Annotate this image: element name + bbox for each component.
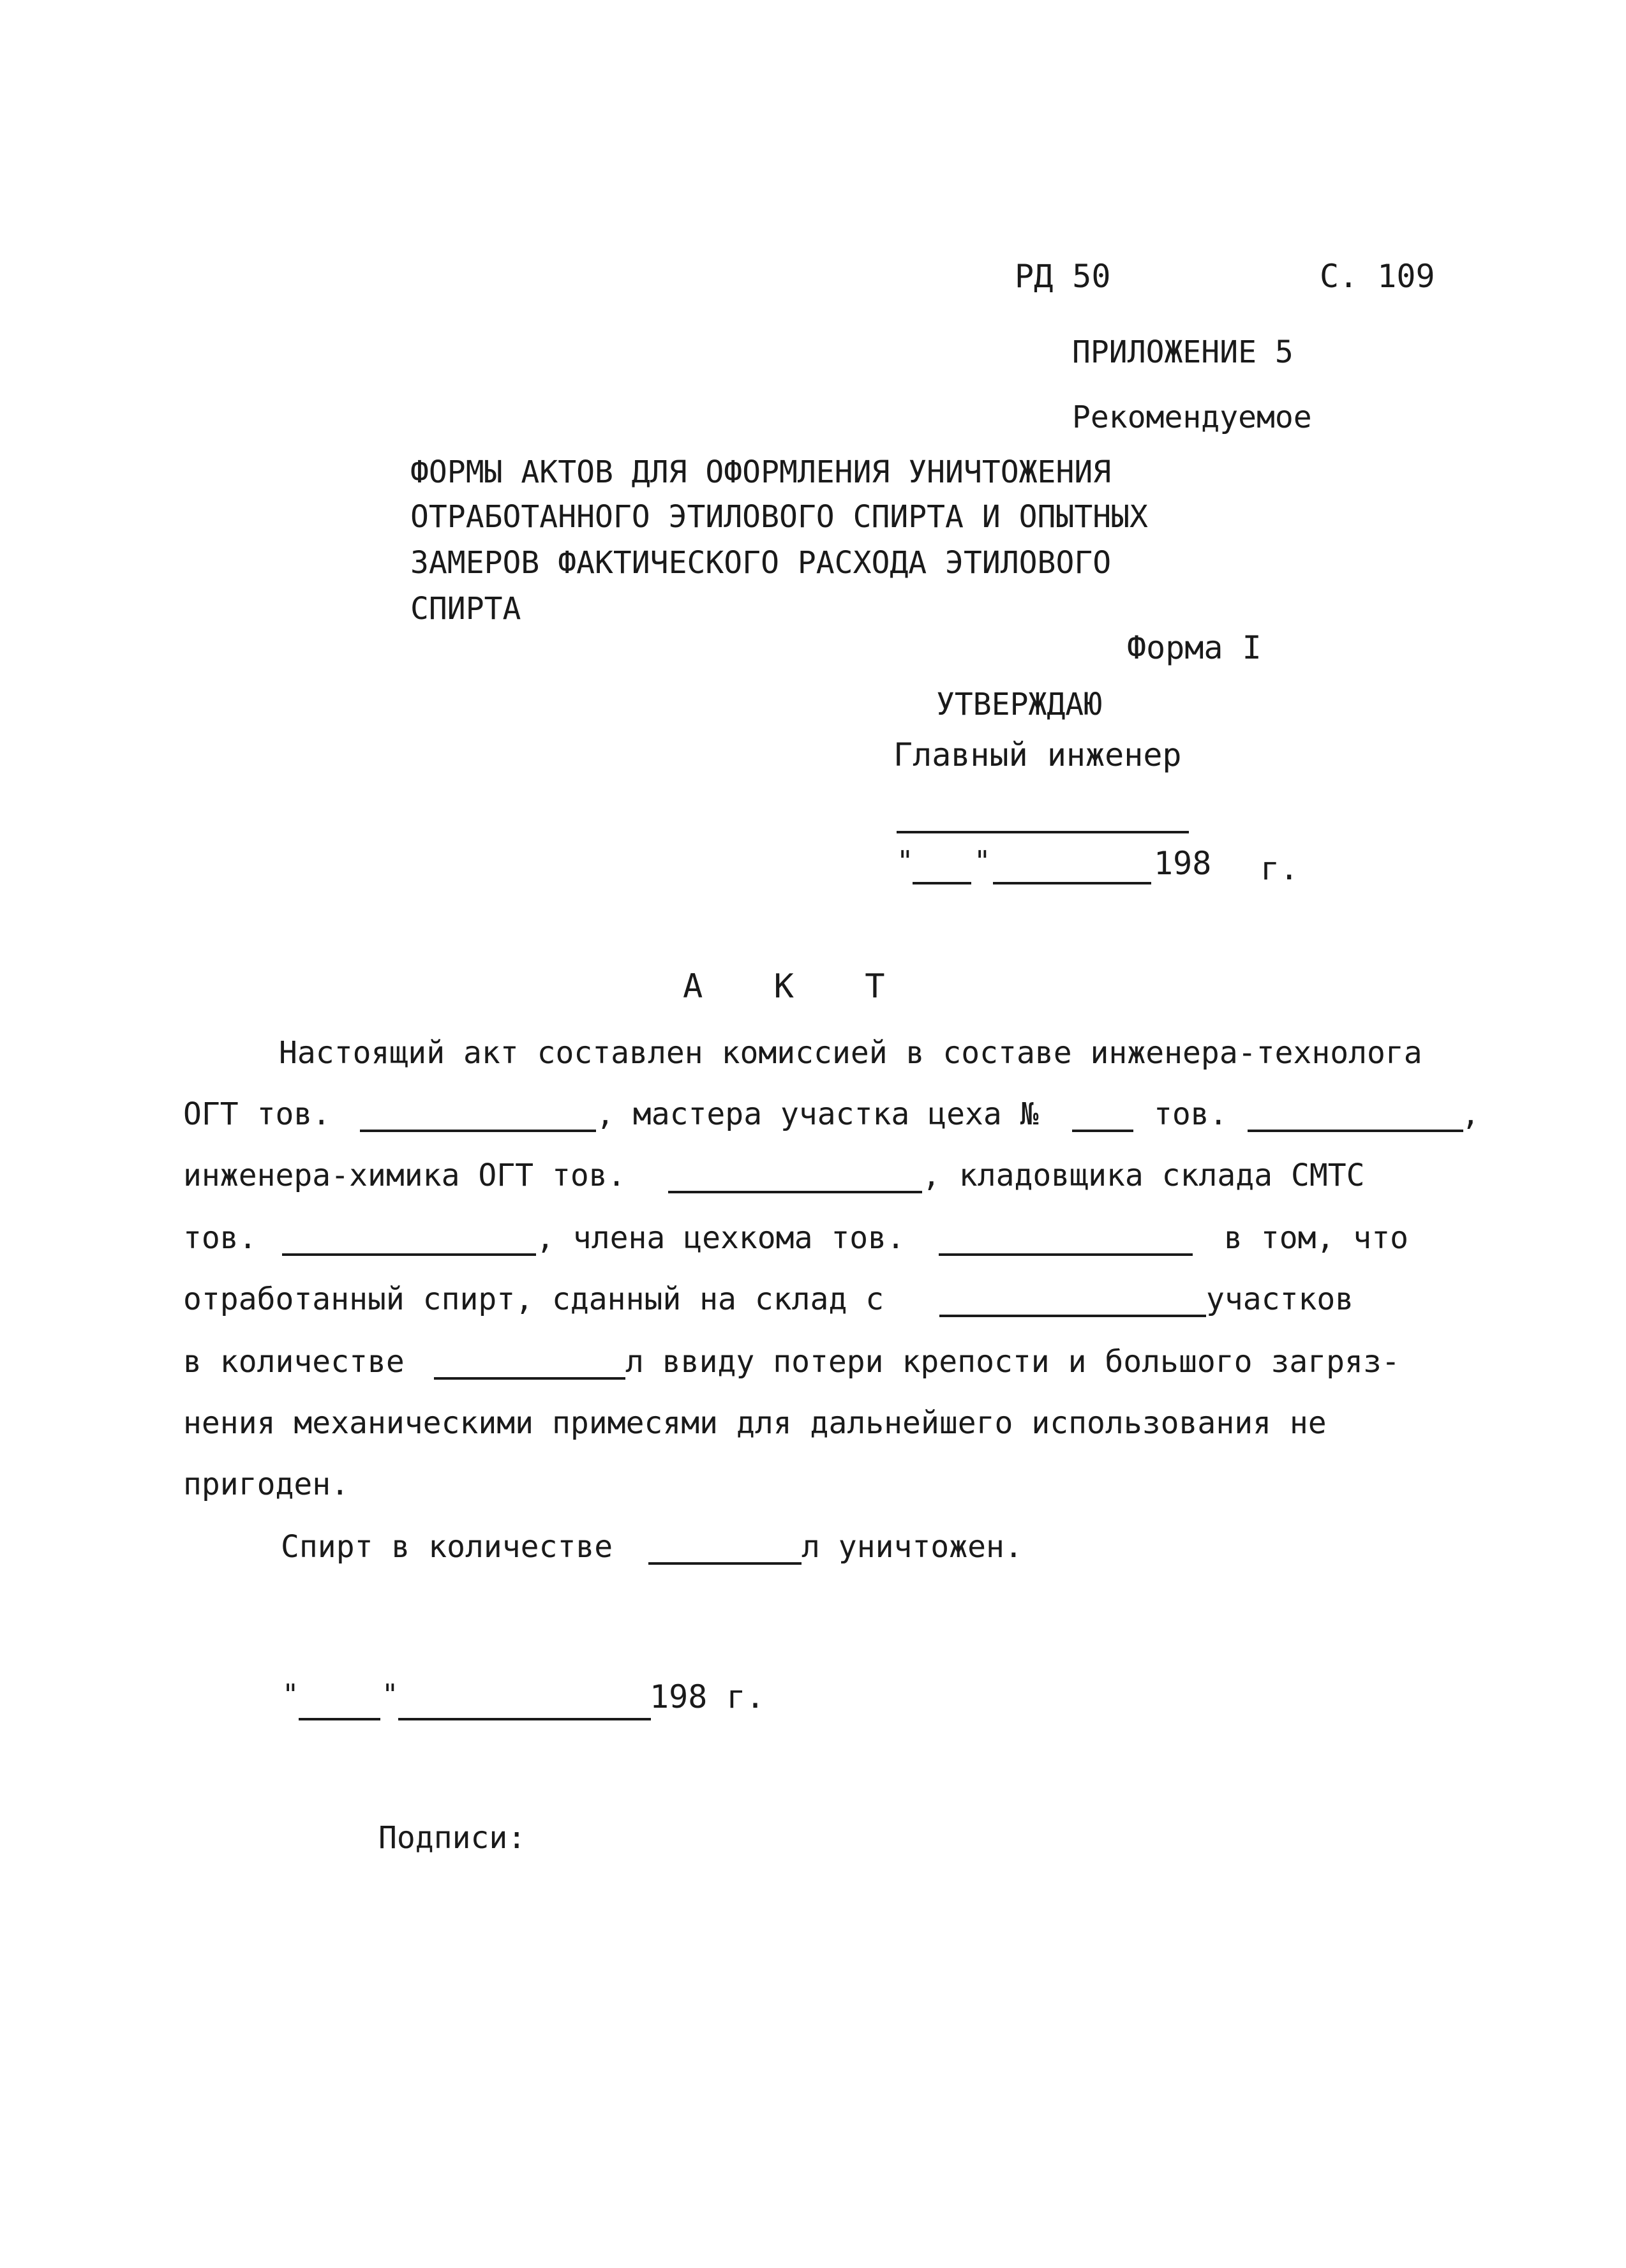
page-number: С. 109 bbox=[1320, 258, 1435, 295]
date-quote-close: " bbox=[382, 1678, 399, 1711]
body-line-5-b: участков bbox=[1206, 1281, 1354, 1317]
body-line-4-a: тов. bbox=[183, 1220, 257, 1256]
doc-code: РД 50 bbox=[1015, 258, 1111, 295]
body-line-4-c: в том, что bbox=[1224, 1220, 1408, 1256]
body-line-7: нения механическими примесями для дальнейшего использования не bbox=[183, 1405, 1327, 1441]
body-line-8: пригоден. bbox=[183, 1466, 350, 1502]
body-line-3-b: , кладовщика склада СМТС bbox=[922, 1158, 1365, 1193]
blank-shop-number bbox=[1072, 1130, 1133, 1132]
blank-sites bbox=[939, 1315, 1206, 1317]
blank-foreman bbox=[1248, 1130, 1463, 1132]
date-quote-open: " bbox=[282, 1678, 299, 1711]
approval-date-quote-close: " bbox=[974, 845, 991, 877]
body-line-3-a: инженера-химика ОГТ тов. bbox=[183, 1158, 626, 1193]
form-label: Форма I bbox=[1127, 629, 1262, 666]
blank-chemist bbox=[668, 1191, 922, 1193]
appendix-label: ПРИЛОЖЕНИЕ 5 bbox=[1072, 334, 1294, 370]
body-line-6-b: л ввиду потери крепости и большого загряз- bbox=[625, 1344, 1400, 1380]
status-label: Рекомендуемое bbox=[1072, 399, 1312, 435]
approval-year: 198 bbox=[1154, 845, 1212, 882]
act-title: А К Т bbox=[683, 967, 911, 1006]
date-day-line bbox=[299, 1718, 380, 1720]
body-line-9-b: л уничтожен. bbox=[802, 1529, 1023, 1565]
body-line-2-a: ОГТ тов. bbox=[183, 1096, 331, 1132]
date-year: 198 г. bbox=[650, 1678, 765, 1715]
blank-storekeeper bbox=[282, 1253, 536, 1256]
body-line-2-c: тов. bbox=[1154, 1096, 1228, 1132]
body-line-9-a: Спирт в количестве bbox=[281, 1529, 613, 1565]
approval-month-line bbox=[993, 882, 1151, 884]
blank-quantity bbox=[434, 1377, 625, 1380]
approval-day-line bbox=[913, 882, 971, 884]
approval-position: Главный инженер bbox=[893, 736, 1182, 773]
body-line-2-b: , мастера участка цеха № bbox=[596, 1096, 1039, 1132]
heading-line-2: ОТРАБОТАННОГО ЭТИЛОВОГО СПИРТА И ОПЫТНЫХ bbox=[410, 499, 1148, 535]
blank-destroyed-quantity bbox=[648, 1562, 802, 1565]
blank-committee-member bbox=[939, 1253, 1193, 1256]
body-line-4-b: , члена цехкома тов. bbox=[536, 1220, 905, 1256]
approval-heading: УТВЕРЖДАЮ bbox=[936, 687, 1103, 722]
date-month-line bbox=[398, 1718, 651, 1720]
heading-line-3: ЗАМЕРОВ ФАКТИЧЕСКОГО РАСХОДА ЭТИЛОВОГО bbox=[410, 545, 1112, 581]
approval-year-suffix: г. bbox=[1260, 850, 1299, 887]
body-line-1: Настоящий акт составлен комиссией в составе инженера-технолога bbox=[279, 1035, 1422, 1071]
heading-line-4: СПИРТА bbox=[410, 591, 521, 627]
body-line-6-a: в количестве bbox=[183, 1344, 405, 1380]
blank-technologist bbox=[360, 1130, 596, 1132]
approval-date-quote-open: " bbox=[897, 845, 914, 877]
body-line-5-a: отработанный спирт, сданный на склад с bbox=[183, 1281, 884, 1317]
approval-signature-line bbox=[897, 831, 1189, 833]
heading-line-1: ФОРМЫ АКТОВ ДЛЯ ОФОРМЛЕНИЯ УНИЧТОЖЕНИЯ bbox=[410, 454, 1112, 490]
body-line-2-d: , bbox=[1461, 1096, 1480, 1132]
signatures-label: Подписи: bbox=[378, 1820, 526, 1856]
